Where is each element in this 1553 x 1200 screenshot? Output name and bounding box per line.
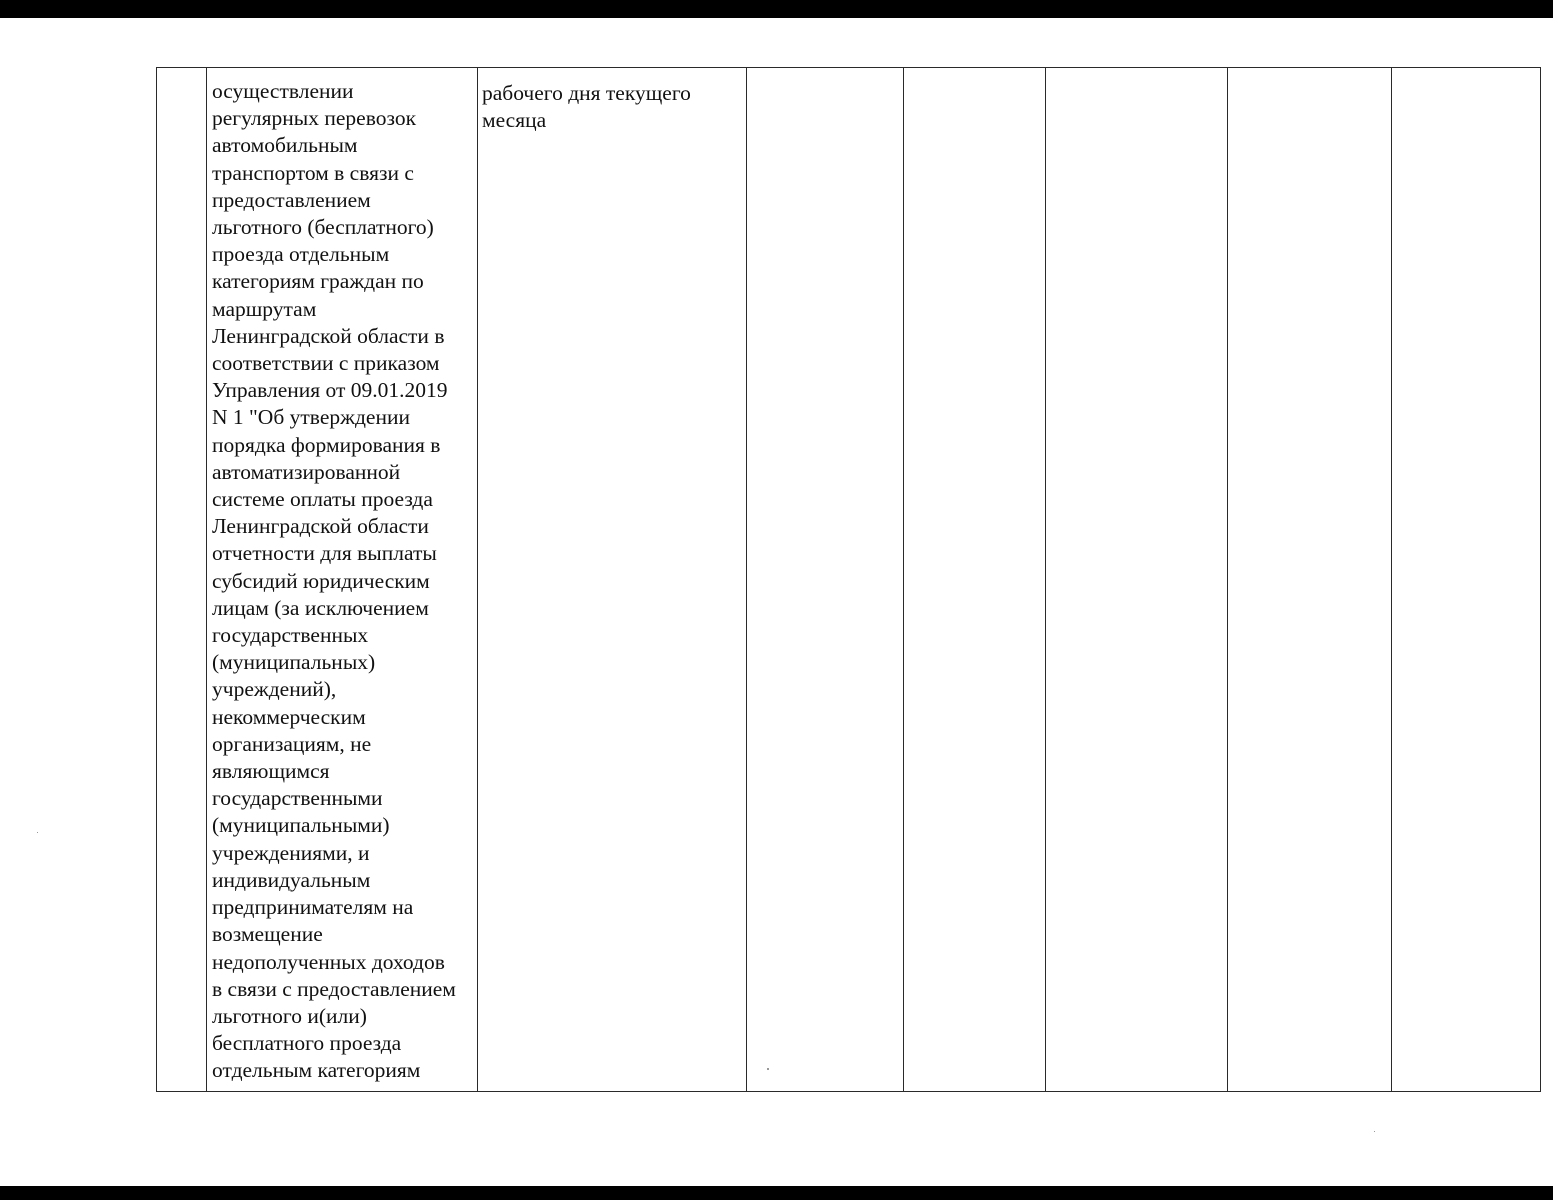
table-cell-deadline (478, 68, 747, 1092)
cell-text: рабочего дня текущего месяца (482, 81, 691, 133)
table-cell (1046, 68, 1228, 1092)
table-row (157, 68, 1541, 1092)
scan-speck (767, 1068, 769, 1070)
cell-text: осуществлении регулярных перевозок автомобильным транспортом в связи с предоставлением льготного (бесплатного) проезда отдельным категориям граждан по маршрутам Ленинградской области в соответствии с приказом Управления от 09.01.2019 N 1 "Об утверждении порядка формирования в автоматизированной системе оплаты проезда Ленинградской области отчетности для выплаты субсидий юридическим лицам (за исключением государственных (муниципальных) учреждений), некоммерческим организациям, не являющимся государственными (муниципальными) учреждениями, и индивидуальным предпринимателям на возмещение недополученных доходов в связи с предоставлением льготного и(или) бесплатного проезда отдельным категориям (212, 79, 456, 1083)
scan-border-top (0, 0, 1553, 18)
table-cell (1392, 68, 1541, 1092)
document-table (156, 67, 1541, 1092)
scan-border-bottom (0, 1186, 1553, 1200)
table-cell-description (207, 68, 478, 1092)
scan-speck (37, 832, 38, 833)
table-cell (1228, 68, 1392, 1092)
scan-speck (1374, 1131, 1375, 1132)
table-cell (904, 68, 1046, 1092)
table-cell (747, 68, 904, 1092)
table-cell-number (157, 68, 207, 1092)
